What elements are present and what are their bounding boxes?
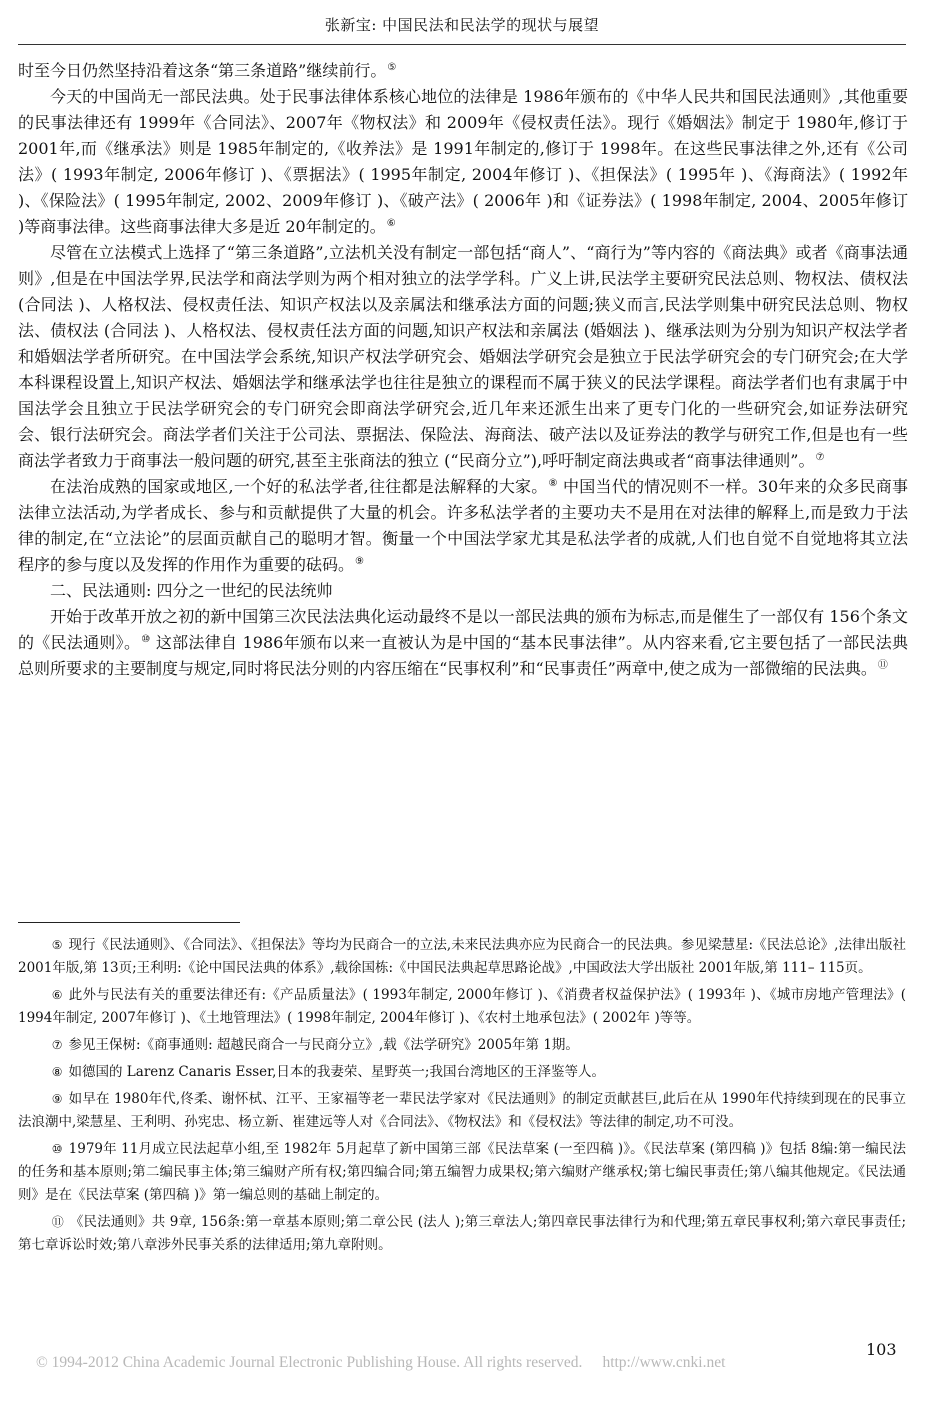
copyright-watermark bbox=[36, 1354, 725, 1372]
footnote-ref[interactable]: ⑤ bbox=[387, 62, 397, 73]
footnote-ref[interactable]: ⑨ bbox=[355, 556, 364, 567]
footnote bbox=[18, 1211, 906, 1257]
footnote-divider bbox=[18, 922, 240, 923]
footnote bbox=[18, 1138, 906, 1207]
footnote-text: 《民法通则》共 9章, 156条:第一章基本原则;第二章公民 (法人 );第三章法人;第四章民事法律行为和代理;第五章民事权利;第六章民事责任;第七章诉讼时效;第八章涉外民事关系的法律适用;第九章附则。 bbox=[18, 1214, 906, 1253]
footnote-mark: ⑧ bbox=[51, 1065, 63, 1079]
paragraph-continuation bbox=[18, 58, 908, 84]
footnote-mark: ⑥ bbox=[51, 988, 63, 1002]
paragraph bbox=[18, 474, 908, 578]
header-divider bbox=[18, 44, 906, 45]
footnote bbox=[18, 1088, 906, 1134]
cnki-link[interactable]: http://www.cnki.net bbox=[602, 1354, 726, 1371]
paragraph-text: 在法治成熟的国家或地区,一个好的私法学者,往往都是法解释的大家。 bbox=[50, 477, 548, 496]
footnote-text: 现行《民法通则》、《合同法》、《担保法》等均为民商合一的立法,未来民法典亦应为民商合一的民法典。参见梁慧星:《民法总论》,法律出版社 2001年版,第 13页;王利明:《论中国民法典的体系》,载徐国栋:《中国民法典起草思路论战》,中国政法大学出版社 2001年版,第 111– 115页。 bbox=[18, 937, 906, 976]
footnote-text: 参见王保树:《商事通则: 超越民商合一与民商分立》,载《法学研究》2005年第 1期。 bbox=[68, 1037, 579, 1053]
paragraph bbox=[18, 604, 908, 682]
footnote-ref[interactable]: ⑦ bbox=[815, 452, 825, 463]
footnotes bbox=[18, 934, 906, 1261]
paragraph-text: 今天的中国尚无一部民法典。处于民事法律体系核心地位的法律是 1986年颁布的《中华人民共和国民法通则》,其他重要的民事法律还有 1999年《合同法》、2007年《物权法》和 2009年《侵权责任法》。现行《婚姻法》制定于 1980年,修订于 2001年,而《继承法》则是 1985年制定的,《收养法》是 1991年制定的,修订于 1998年。在这些民事法律之外,还有《公司法》( 1993年制定, 2006年修订 )、《票据法》( 1995年制定, 2004年修订 )、《担保法》( 1995年 )、《海商法》( 1992年 )、《保险法》( 1995年制定, 2002、2009年修订 )、《破产法》( 2006年 )和《证券法》( 1998年制定, 2004、2005年修订 )等商事法律。这些商事法律大多是近 20年制定的。 bbox=[18, 87, 908, 236]
footnote-ref[interactable]: ⑧ bbox=[548, 478, 558, 489]
footnote bbox=[18, 934, 906, 980]
footnote-mark: ⑪ bbox=[51, 1215, 64, 1229]
paragraph-text: 时至今日仍然坚持沿着这条“第三条道路”继续前行。 bbox=[18, 61, 387, 80]
footnote-ref[interactable]: ⑩ bbox=[141, 634, 151, 645]
footnote-text: 如德国的 Larenz Canaris Esser,日本的我妻荣、星野英一;我国台湾地区的王泽鉴等人。 bbox=[68, 1064, 605, 1080]
footnote bbox=[18, 984, 906, 1030]
page-number: 103 bbox=[866, 1340, 897, 1359]
footnote bbox=[18, 1061, 906, 1084]
footnote-mark: ⑨ bbox=[51, 1092, 63, 1106]
paragraph-text: 开始于改革开放之初的新中国第三次民法法典化运动最终不是以一部民法典的颁布为标志,而是催生了一部仅有 156个条文的《民法通则》。 bbox=[18, 607, 908, 652]
footnote bbox=[18, 1034, 906, 1057]
footnote-ref[interactable]: ⑪ bbox=[877, 660, 888, 671]
footnote-text: 1979年 11月成立民法起草小组,至 1982年 5月起草了新中国第三部《民法草案 (一至四稿 )》。《民法草案 (第四稿 )》包括 8编:第一编民法的任务和基本原则;第二编民事主体;第三编财产所有权;第四编合同;第五编智力成果权;第六编财产继承权;第七编民事责任;第八编其他规定。《民法通则》是在《民法草案 (第四稿 )》第一编总则的基础上制定的。 bbox=[18, 1141, 906, 1203]
paragraph-text: 中国当代的情况则不一样。30年来的众多民商事法律立法活动,为学者成长、参与和贡献提供了大量的机会。许多私法学者的主要功夫不是用在对法律的解释上,而是致力于法律的制定,在“立法论”的层面贡献自己的聪明才智。衡量一个中国法学家尤其是私法学者的成就,人们也自觉不自觉地将其立法程序的参与度以及发挥的作用作为重要的砝码。 bbox=[18, 477, 908, 574]
footnote-ref[interactable]: ⑥ bbox=[386, 218, 396, 229]
article-body bbox=[18, 58, 908, 682]
paragraph bbox=[18, 240, 908, 474]
paragraph bbox=[18, 84, 908, 240]
footnote-mark: ⑦ bbox=[51, 1038, 63, 1052]
footnote-text: 如早在 1980年代,佟柔、谢怀栻、江平、王家福等老一辈民法学家对《民法通则》的制定贡献甚巨,此后在从 1990年代持续到现在的民事立法浪潮中,梁慧星、王利明、孙宪忠、杨立新、崔建远等人对《合同法》、《物权法》和《侵权法》等法律的制定,功不可没。 bbox=[18, 1091, 906, 1130]
footnote-mark: ⑤ bbox=[51, 938, 63, 952]
footnote-text: 此外与民法有关的重要法律还有:《产品质量法》( 1993年制定, 2000年修订 )、《消费者权益保护法》( 1993年 )、《城市房地产管理法》( 1994年制定, 2007年修订 )、《土地管理法》( 1998年制定, 2004年修订 )、《农村土地承包法》( 2002年 )等等。 bbox=[18, 987, 906, 1026]
paragraph-text: 这部法律自 1986年颁布以来一直被认为是中国的“基本民事法律”。从内容来看,它主要包括了一部民法典总则所要求的主要制度与规定,同时将民法分则的内容压缩在“民事权利”和“民事责任”两章中,使之成为一部微缩的民法典。 bbox=[18, 633, 908, 678]
section-heading: 二、民法通则: 四分之一世纪的民法统帅 bbox=[50, 581, 333, 600]
paragraph-text: 尽管在立法模式上选择了“第三条道路”,立法机关没有制定一部包括“商人”、“商行为”等内容的《商法典》或者《商事法通则》,但是在中国法学界,民法学和商法学则为两个相对独立的法学学科。广义上讲,民法学主要研究民法总则、物权法、债权法 (合同法 )、人格权法、侵权责任法、知识产权法以及亲属法和继承法方面的问题;狭义而言,民法学则集中研究民法总则、物权法、债权法 (合同法 )、人格权法、侵权责任法方面的问题,知识产权法和亲属法 (婚姻法 )、继承法则为分别为知识产权法学者和婚姻法学者所研究。在中国法学会系统,知识产权法学研究会、婚姻法学研究会是独立于民法学研究会的专门研究会;在大学本科课程设置上,知识产权法、婚姻法学和继承法学也往往是独立的课程而不属于狭义的民法学课程。商法学者们也有隶属于中国法学会且独立于民法学研究会的专门研究会即商法学研究会,近几年来还派生出来了更专门化的一些研究会,如证券法研究会、银行法研究会。商法学者们关注于公司法、票据法、保险法、海商法、破产法以及证券法的教学与研究工作,但是也有一些商法学者致力于商事法一般问题的研究,甚至主张商法的独立 (“民商分立”),呼吁制定商法典或者“商事法律通则”。 bbox=[18, 243, 908, 470]
footnote-mark: ⑩ bbox=[51, 1142, 63, 1156]
copyright-text: © 1994-2012 China Academic Journal Electronic Publishing House. All rights reserved. bbox=[36, 1354, 583, 1371]
running-header: 张新宝: 中国民法和民法学的现状与展望 bbox=[324, 16, 600, 34]
